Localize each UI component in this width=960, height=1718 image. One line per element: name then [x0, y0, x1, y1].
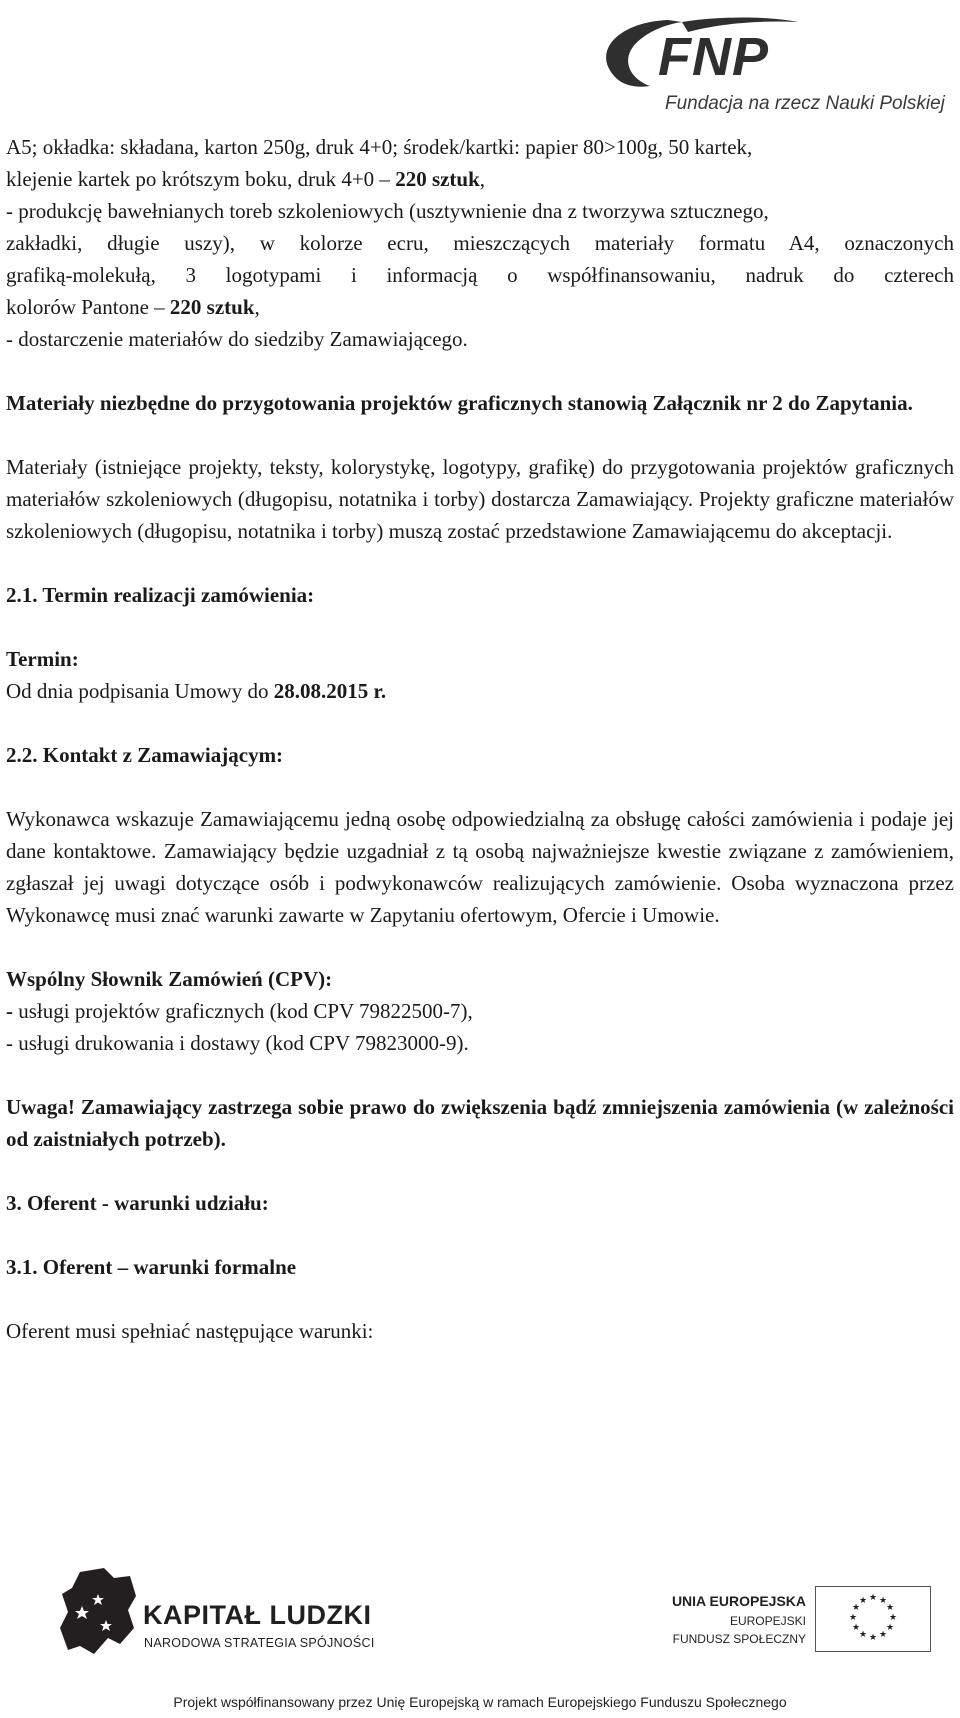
spec-line: A5; okładka: składana, karton 250g, druk 4+0; środek/kartki: papier 80>100g, 50 kartek, — [6, 135, 753, 159]
spec-line: - produkcję bawełnianych toreb szkoleniowych (usztywnienie dna z tworzywa sztucznego, — [6, 199, 769, 223]
eu-stars-icon — [816, 1587, 930, 1651]
spec-line: - dostarczenie materiałów do siedziby Zamawiającego. — [6, 327, 468, 351]
eu-logo — [670, 1586, 932, 1652]
kapital-ludzki-logo — [58, 1566, 398, 1658]
termin-value: Od dnia podpisania Umowy do 28.08.2015 r. — [6, 679, 387, 703]
conditions-intro: Oferent musi spełniać następujące warunki: — [6, 1319, 374, 1343]
termin-label: Termin: — [6, 647, 79, 671]
contact-paragraph: Wykonawca wskazuje Zamawiającemu jedną osobę odpowiedzialną za obsługę całości zamówienia i podaje jej dane kontaktowe. Zamawiający będzie uzgadniał z tą osobą najważniejsze kwestie związane z zamówieniem, zgłaszał jej uwagi dotyczące osób i podwykonawców realizujących zamówienie. Osoba wyznaczona przez Wykonawcę musi znać warunki zawarte w Zapytaniu ofertowym, Ofercie i Umowie. — [6, 807, 954, 927]
spec-line: klejenie kartek po krótszym boku, druk 4+0 – 220 sztuk, — [6, 167, 486, 191]
svg-text:★: ★ — [848, 1613, 858, 1623]
document-body — [6, 131, 954, 1347]
cpv-item: - usługi projektów graficznych (kod CPV 79822500-7), — [6, 999, 473, 1023]
cpv-title: Wspólny Słownik Zamówień (CPV): — [6, 967, 333, 991]
spec-line: grafiką-molekułą, 3 logotypami i informacją o współfinansowaniu, nadruk do czterech — [6, 263, 954, 287]
section-heading-3-1: 3.1. Oferent – warunki formalne — [6, 1255, 297, 1279]
quantity: 220 sztuk — [169, 295, 255, 319]
eu-line-1: UNIA EUROPEJSKA — [671, 1593, 806, 1609]
quantity: 220 sztuk — [395, 167, 480, 191]
materials-paragraph: Materiały (istniejące projekty, teksty, kolorystykę, logotypy, grafikę) do przygotowania projektów graficznych materiałów szkoleniowych (długopisu, notatnika i torby) dostarcza Zamawiający. Projekty graficzne materiałów szkoleniowych (długopisu, notatnika i torby) muszą zostać przedstawione Zamawiającemu do akceptacji. — [6, 455, 954, 543]
uwaga-note: Uwaga! Zamawiający zastrzega sobie prawo do zwiększenia bądź zmniejszenia zamówienia (w zależności od zaistniałych potrzeb). — [6, 1095, 954, 1151]
eu-line-2: EUROPEJSKI — [729, 1614, 806, 1628]
svg-text:★: ★ — [858, 1630, 868, 1640]
cofinance-note: Projekt współfinansowany przez Unię Europejską w ramach Europejskiego Funduszu Społecznego — [173, 1694, 787, 1710]
fnp-logo-subtitle: Fundacja na rzecz Nauki Polskiej — [665, 93, 945, 114]
termin-date: 28.08.2015 r. — [273, 679, 387, 703]
fnp-swoosh-icon — [598, 12, 958, 92]
spec-line: zakładki, długie uszy), w kolorze ecru, mieszczących materiały formatu A4, oznaczonych — [6, 231, 954, 255]
section-heading-2-1: 2.1. Termin realizacji zamówienia: — [6, 583, 315, 607]
svg-text:★: ★ — [885, 1603, 895, 1613]
svg-text:★: ★ — [878, 1596, 888, 1606]
svg-text:★: ★ — [858, 1596, 868, 1606]
svg-text:★: ★ — [868, 1593, 878, 1603]
eu-line-3: FUNDUSZ SPOŁECZNY — [672, 1632, 806, 1646]
svg-text:★: ★ — [851, 1623, 861, 1633]
svg-text:★: ★ — [878, 1630, 888, 1640]
svg-text:★: ★ — [888, 1613, 898, 1623]
eu-flag-icon — [815, 1586, 931, 1652]
materials-note: Materiały niezbędne do przygotowania projektów graficznych stanowią Załącznik nr 2 do Zapytania. — [6, 391, 913, 415]
section-heading-3: 3. Oferent - warunki udziału: — [6, 1191, 269, 1215]
fnp-logo-text: FNP — [658, 27, 769, 87]
svg-text:★: ★ — [885, 1623, 895, 1633]
poland-map-icon — [58, 1566, 140, 1658]
fnp-logo — [598, 12, 958, 116]
svg-text:★: ★ — [851, 1603, 861, 1613]
kl-title: KAPITAŁ LUDZKI — [143, 1600, 372, 1630]
kl-subtitle: NARODOWA STRATEGIA SPÓJNOŚCI — [144, 1636, 375, 1650]
spec-line: kolorów Pantone – 220 sztuk, — [6, 295, 260, 319]
cpv-item: - usługi drukowania i dostawy (kod CPV 79823000-9). — [6, 1031, 469, 1055]
section-heading-2-2: 2.2. Kontakt z Zamawiającym: — [6, 743, 284, 767]
svg-text:★: ★ — [868, 1633, 878, 1643]
